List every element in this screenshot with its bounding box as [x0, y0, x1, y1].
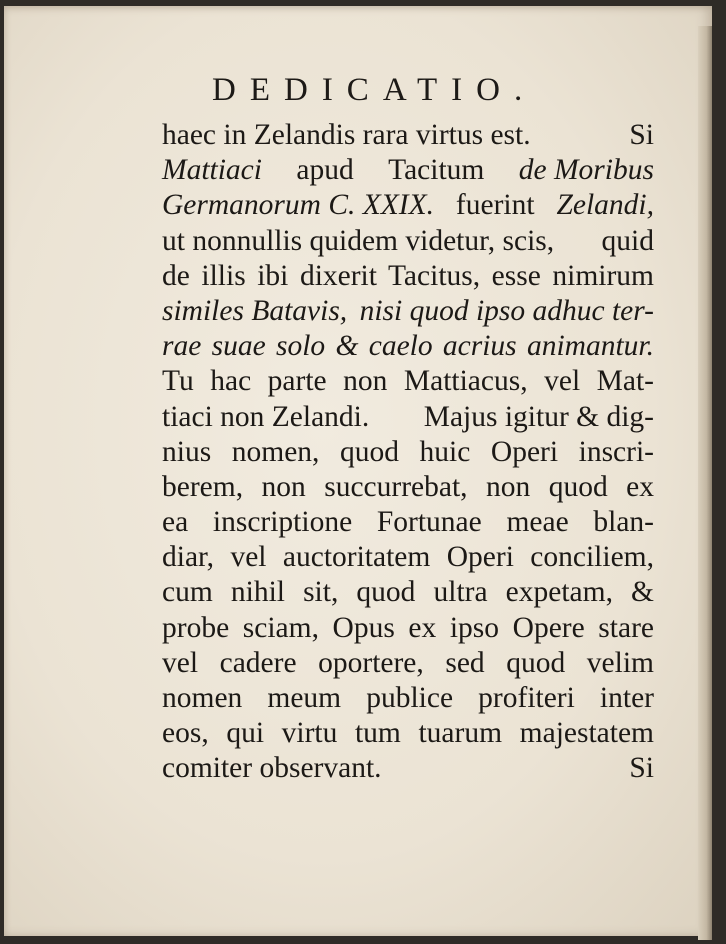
text-segment: Zelandi, [556, 189, 654, 222]
text-segment: ea inscriptione Fortunae meae blan- [162, 506, 654, 539]
text-segment: nius nomen, quod huic Operi inscri- [162, 435, 654, 468]
text-line [162, 505, 654, 540]
book-page [4, 6, 712, 936]
text-segment: haec in Zelandis rara virtus est. [162, 119, 531, 151]
text-line [162, 716, 654, 751]
text-segment: berem, non succurrebat, non quod ex [162, 470, 654, 503]
text-line [162, 540, 654, 575]
text-segment: similes Batavis, [162, 294, 348, 327]
text-line [162, 224, 654, 259]
body-text [162, 118, 654, 787]
text-line [162, 400, 654, 435]
running-head: DEDICATIO. [212, 72, 537, 108]
text-segment: quid [601, 224, 654, 257]
text-line [162, 294, 654, 329]
text-segment: Tacitum [388, 154, 485, 187]
text-segment: Si [629, 119, 654, 151]
text-line [162, 118, 654, 153]
page-fore-edge [698, 26, 712, 940]
text-line [162, 435, 654, 470]
text-segment: Tu hac parte non Mattiacus, vel Mat- [162, 365, 654, 398]
text-segment: ut nonnullis quidem videtur, scis, [162, 224, 555, 257]
text-segment: apud [296, 154, 354, 187]
text-segment: Majus igitur & dig- [423, 400, 654, 433]
text-segment: rae suae solo & caelo acrius animantur. [162, 330, 654, 363]
text-line [162, 364, 654, 399]
text-line [162, 611, 654, 646]
text-segment: probe sciam, Opus ex ipso Opere stare [162, 611, 654, 644]
text-segment: nomen meum publice profiteri inter [162, 682, 654, 714]
text-line [162, 259, 654, 294]
text-line [162, 153, 654, 188]
text-line [162, 575, 654, 610]
text-segment: eos, qui virtu tum tuarum majestatem [162, 717, 654, 750]
text-line [162, 329, 654, 364]
text-segment: de illis ibi dixerit Tacitus, esse nimirum [162, 259, 654, 292]
text-segment: diar, vel auctoritatem Operi conciliem, [162, 541, 654, 574]
text-segment: de Moribus [518, 154, 654, 187]
text-segment: Germanorum C. XXIX. [162, 189, 435, 222]
text-line [162, 646, 654, 681]
text-segment: comiter observant. [162, 752, 382, 785]
text-segment: vel cadere oportere, sed quod velim [162, 646, 654, 679]
text-segment: cum nihil sit, quod ultra expetam, & [162, 576, 654, 609]
text-segment: nisi quod ipso adhuc ter- [359, 294, 654, 327]
text-line [162, 751, 654, 786]
text-line [162, 681, 654, 716]
text-segment: tiaci non Zelandi. [162, 400, 370, 433]
text-line [162, 188, 654, 223]
text-segment: Si [629, 752, 654, 785]
text-segment: fuerint [455, 189, 535, 222]
text-segment: Mattiaci [162, 154, 262, 187]
text-line [162, 470, 654, 505]
